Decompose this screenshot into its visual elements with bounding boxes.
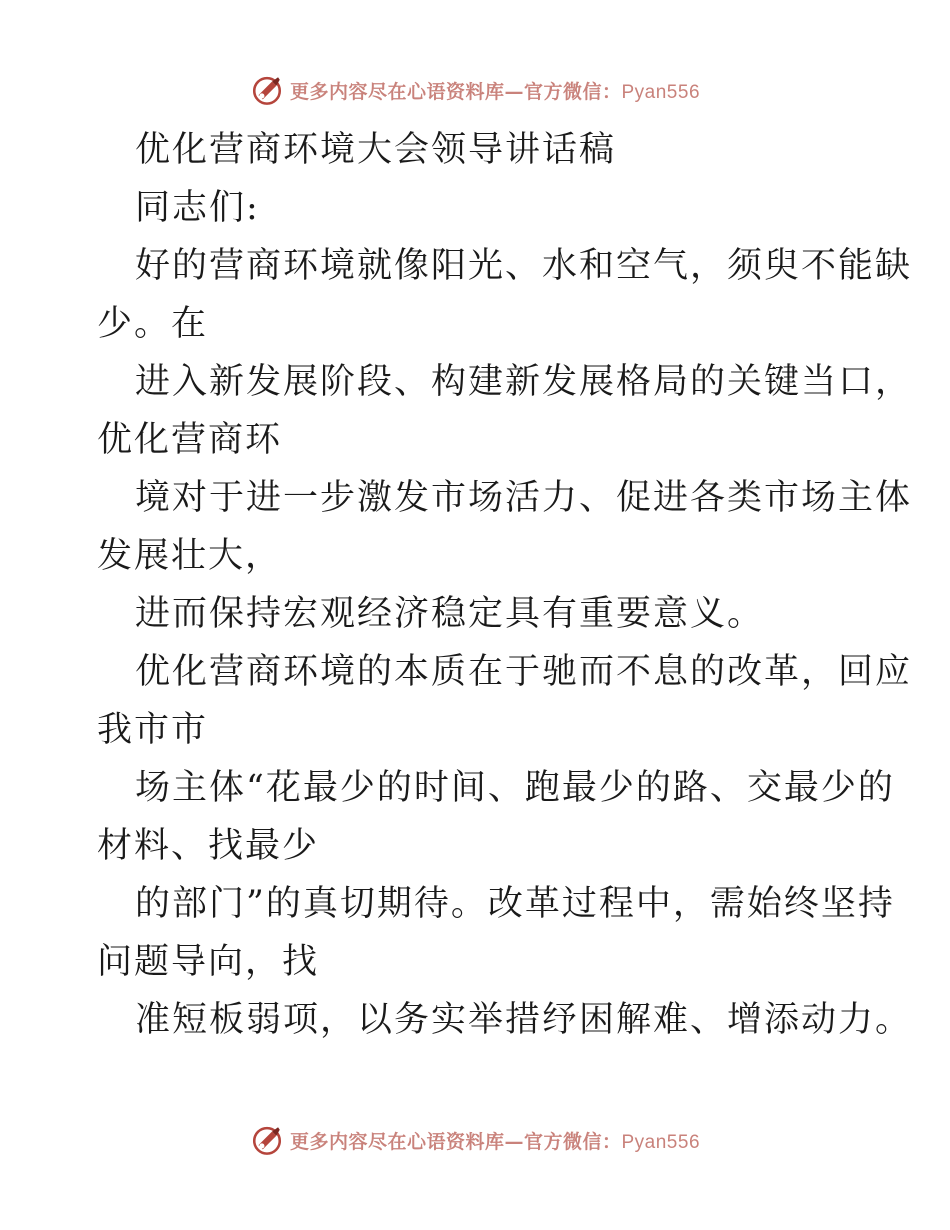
- text-line: 材料、找最少: [97, 826, 320, 866]
- watermark-logo-icon: [250, 73, 284, 107]
- text-line: 进入新发展阶段、构建新发展格局的关键当口，: [135, 362, 913, 402]
- watermark-text: 更多内容尽在心语资料库—官方微信：Pyan556: [289, 1130, 701, 1153]
- text-line: 进而保持宏观经济稳定具有重要意义。: [135, 594, 765, 634]
- text-line: 发展壮大，: [97, 536, 283, 576]
- text-line: 准短板弱项，以务实举措纾困解难、增添动力。: [135, 1000, 913, 1040]
- watermark-brand: Pyan556: [621, 1131, 701, 1153]
- text-line: 问题导向，找: [97, 942, 320, 982]
- text-line: 优化营商环: [97, 420, 283, 460]
- text-line: 的部门”的真切期待。改革过程中，需始终坚持: [135, 884, 895, 924]
- watermark-logo-icon: [250, 1123, 284, 1157]
- text-line: 境对于进一步激发市场活力、促进各类市场主体: [135, 478, 913, 518]
- text-line: 场主体“花最少的时间、跑最少的路、交最少的: [135, 768, 895, 808]
- header-watermark: [0, 70, 950, 110]
- watermark-text: 更多内容尽在心语资料库—官方微信：Pyan556: [289, 80, 701, 103]
- watermark-brand: Pyan556: [621, 81, 701, 103]
- text-line: 同志们:: [135, 188, 260, 228]
- text-line: 优化营商环境的本质在于驰而不息的改革，回应: [135, 652, 913, 692]
- text-line: 少。在: [97, 304, 209, 344]
- text-line: 我市市: [97, 710, 209, 750]
- footer-watermark: [0, 1120, 950, 1160]
- document-title: 优化营商环境大会领导讲话稿: [135, 130, 617, 170]
- text-line: 好的营商环境就像阳光、水和空气，须臾不能缺: [135, 246, 913, 286]
- document-body: [97, 121, 913, 1049]
